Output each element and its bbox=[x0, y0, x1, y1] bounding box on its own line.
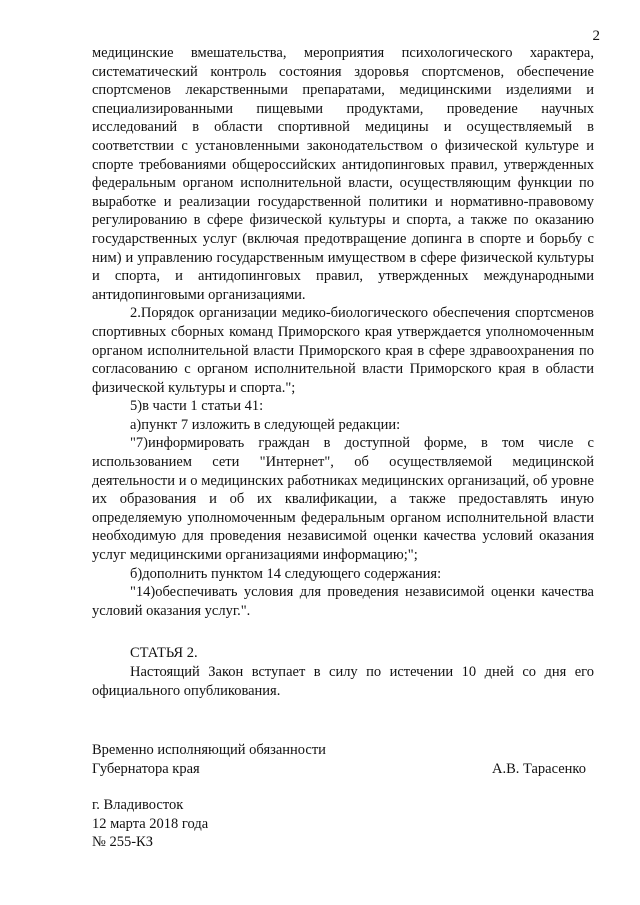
paragraph-item-7: "7)информировать граждан в доступной форме, в том числе с использованием сети "Интернет", об осуществляемой медицинской деятельности и о медицинских работниках медицинских организаций, об уровне их образования и об их квалификации, а также предоставлять иную определяемую уполномоченным федеральным органом исполнительной власти необходимую для проведения независимой оценки качества условий оказания услуг медицинскими организациями информацию;"; bbox=[92, 435, 594, 564]
paragraph-item-a: а)пункт 7 изложить в следующей редакции: bbox=[130, 416, 401, 433]
law-number: № 255-КЗ bbox=[92, 834, 153, 851]
document-body bbox=[92, 44, 594, 700]
date: 12 марта 2018 года bbox=[92, 815, 209, 832]
signature-row bbox=[92, 760, 594, 779]
paragraph-continuation: медицинские вмешательства, мероприятия психологического характера, систематический контроль состояния здоровья спортсменов, обеспечение спортсменов лекарственными препаратами, медицинскими изделиями и специализированными пищевыми продуктами, проведение научных исследований в области спортивной медицины и осуществляемый в соответствии с установленными законодательством о физической культуре и спорте требованиями общероссийских антидопинговых правил, утвержденных федеральным органом исполнительной власти, осуществляющим функции по выработке и реализации государственной политики и нормативно-правовому регулированию в сфере физической культуры и спорта, а также по оказанию государственных услуг (включая предотвращение допинга в спорте и борьбу с ним) и управлению государственным имуществом в сфере физической культуры и спорта, и антидопинговых правил, утвержденных международными антидопинговыми организациями. bbox=[92, 45, 594, 303]
signature-title-line1: Временно исполняющий обязанности bbox=[92, 742, 326, 758]
page-number: 2 bbox=[592, 28, 600, 44]
signatory-name: А.В. Тарасенко bbox=[491, 760, 586, 777]
paragraph-order: 2.Порядок организации медико-биологического обеспечения спортсменов спортивных сборных команд Приморского края утверждается уполномоченным органом исполнительной власти Приморского края в сфере здравоохранения по согласованию с органом исполнительной власти Приморского края в области физической культуры и спорта."; bbox=[92, 305, 594, 396]
article-heading: СТАТЬЯ 2. bbox=[130, 645, 198, 662]
document-footer bbox=[92, 796, 392, 852]
signature-title-line2: Губернатора края bbox=[92, 760, 200, 777]
paragraph-item-5: 5)в части 1 статьи 41: bbox=[130, 398, 264, 415]
signature-block bbox=[92, 741, 594, 778]
paragraph-effective-date: Настоящий Закон вступает в силу по истечении 10 дней со дня его официального опубликования. bbox=[92, 664, 594, 699]
city: г. Владивосток bbox=[92, 797, 184, 813]
paragraph-item-b: б)дополнить пунктом 14 следующего содержания: bbox=[130, 565, 442, 582]
paragraph-item-14: "14)обеспечивать условия для проведения независимой оценки качества условий оказания услуг.". bbox=[92, 584, 594, 619]
